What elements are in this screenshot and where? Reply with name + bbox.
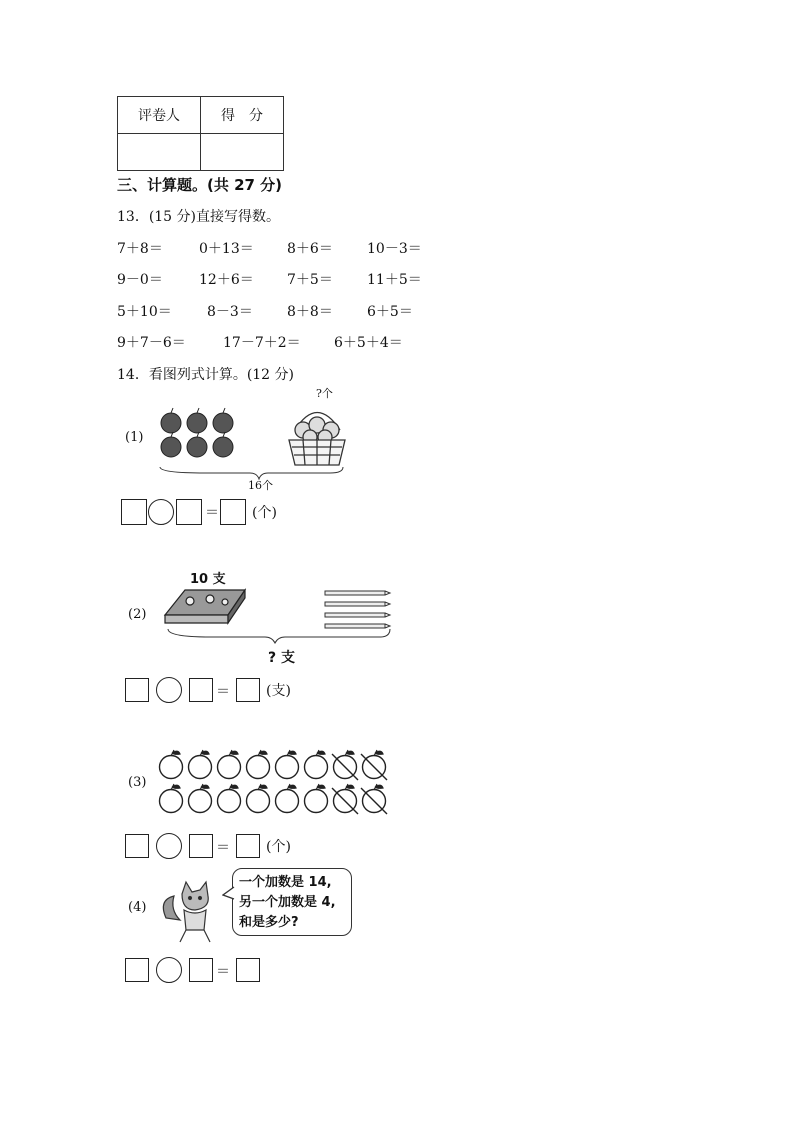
p2-bottom-label: ? 支 (268, 650, 295, 666)
bubble-line: 另一个加数是 4, (239, 895, 336, 910)
crossed-apple-icon (332, 750, 358, 780)
basket-icon (289, 413, 345, 466)
q13-item: 7＋5＝ (287, 272, 333, 288)
q13-item: 10－3＝ (367, 241, 422, 257)
p1-unit: (个) (252, 505, 277, 521)
bubble-line: 和是多少? (239, 915, 299, 930)
apple-icon (305, 750, 328, 779)
apple-icon (189, 784, 212, 813)
p2-unit: (支) (266, 683, 291, 699)
reviewer-header: 评卷人 (118, 97, 201, 134)
answer-box[interactable] (125, 678, 149, 702)
p3-unit: (个) (266, 839, 291, 855)
equals-sign: ＝ (216, 684, 230, 700)
answer-box[interactable] (189, 958, 213, 982)
answer-box[interactable] (189, 834, 213, 858)
fox-icon (160, 880, 230, 948)
apple-icon (218, 784, 241, 813)
q13-item: 6＋5＝ (367, 304, 413, 320)
equals-sign: ＝ (216, 840, 230, 856)
answer-box[interactable] (189, 678, 213, 702)
answer-box[interactable] (125, 958, 149, 982)
q13-item: 7＋8＝ (117, 241, 163, 257)
q13-item: 17－7＋2＝ (223, 335, 301, 351)
crossed-apple-icon (361, 750, 387, 780)
apple-icon (276, 784, 299, 813)
apple-icon (161, 408, 233, 457)
apple-icon (160, 784, 183, 813)
answer-box[interactable] (176, 499, 202, 525)
answer-box[interactable] (220, 499, 246, 525)
answer-box[interactable] (125, 834, 149, 858)
operator-circle[interactable] (148, 499, 174, 525)
q13-item: 12＋6＝ (199, 272, 254, 288)
apple-icon (218, 750, 241, 779)
operator-circle[interactable] (156, 833, 182, 859)
score-header: 得 分 (201, 97, 284, 134)
p2-label: (2) (128, 607, 147, 622)
q13-item: 8＋8＝ (287, 304, 333, 320)
equals-sign: ＝ (205, 505, 219, 521)
q13-title: 13．(15 分)直接写得数。 (117, 209, 281, 225)
operator-circle[interactable] (156, 957, 182, 983)
reviewer-cell[interactable] (118, 134, 201, 171)
pencil-case-icon (165, 590, 245, 623)
p4-label: (4) (128, 900, 147, 915)
crossed-apple-icon (361, 784, 387, 814)
p2-figure (160, 585, 395, 645)
speech-bubble (232, 868, 352, 936)
apple-icon (247, 750, 270, 779)
q13-item: 0＋13＝ (199, 241, 254, 257)
q14-title: 14．看图列式计算。(12 分) (117, 367, 295, 383)
q13-item: 6＋5＋4＝ (334, 335, 403, 351)
apple-icon (305, 784, 328, 813)
answer-box[interactable] (236, 958, 260, 982)
apple-icon (160, 750, 183, 779)
operator-circle[interactable] (156, 677, 182, 703)
pen-icon (325, 591, 390, 628)
apple-icon (247, 784, 270, 813)
q13-item: 11＋5＝ (367, 272, 422, 288)
p1-label: (1) (125, 430, 144, 445)
apple-icon (276, 750, 299, 779)
p1-top-label: ?个 (316, 387, 333, 400)
score-cell[interactable] (201, 134, 284, 171)
p2-top-label: 10 支 (190, 572, 226, 587)
score-table (117, 96, 284, 171)
crossed-apple-icon (332, 784, 358, 814)
answer-box[interactable] (236, 834, 260, 858)
bubble-tail (222, 885, 236, 901)
apple-icon (189, 750, 212, 779)
answer-box[interactable] (121, 499, 147, 525)
section-title: 三、计算题。(共 27 分) (117, 176, 283, 194)
p3-label: (3) (128, 775, 147, 790)
q13-item: 5＋10＝ (117, 304, 172, 320)
q13-item: 8－3＝ (207, 304, 253, 320)
q13-item: 8＋6＝ (287, 241, 333, 257)
q13-item: 9＋7－6＝ (117, 335, 186, 351)
answer-box[interactable] (236, 678, 260, 702)
equals-sign: ＝ (216, 964, 230, 980)
q13-item: 9－0＝ (117, 272, 163, 288)
p3-figure (155, 745, 395, 820)
bubble-line: 一个加数是 14, (239, 875, 332, 890)
p1-bottom-label: 16个 (248, 479, 273, 492)
